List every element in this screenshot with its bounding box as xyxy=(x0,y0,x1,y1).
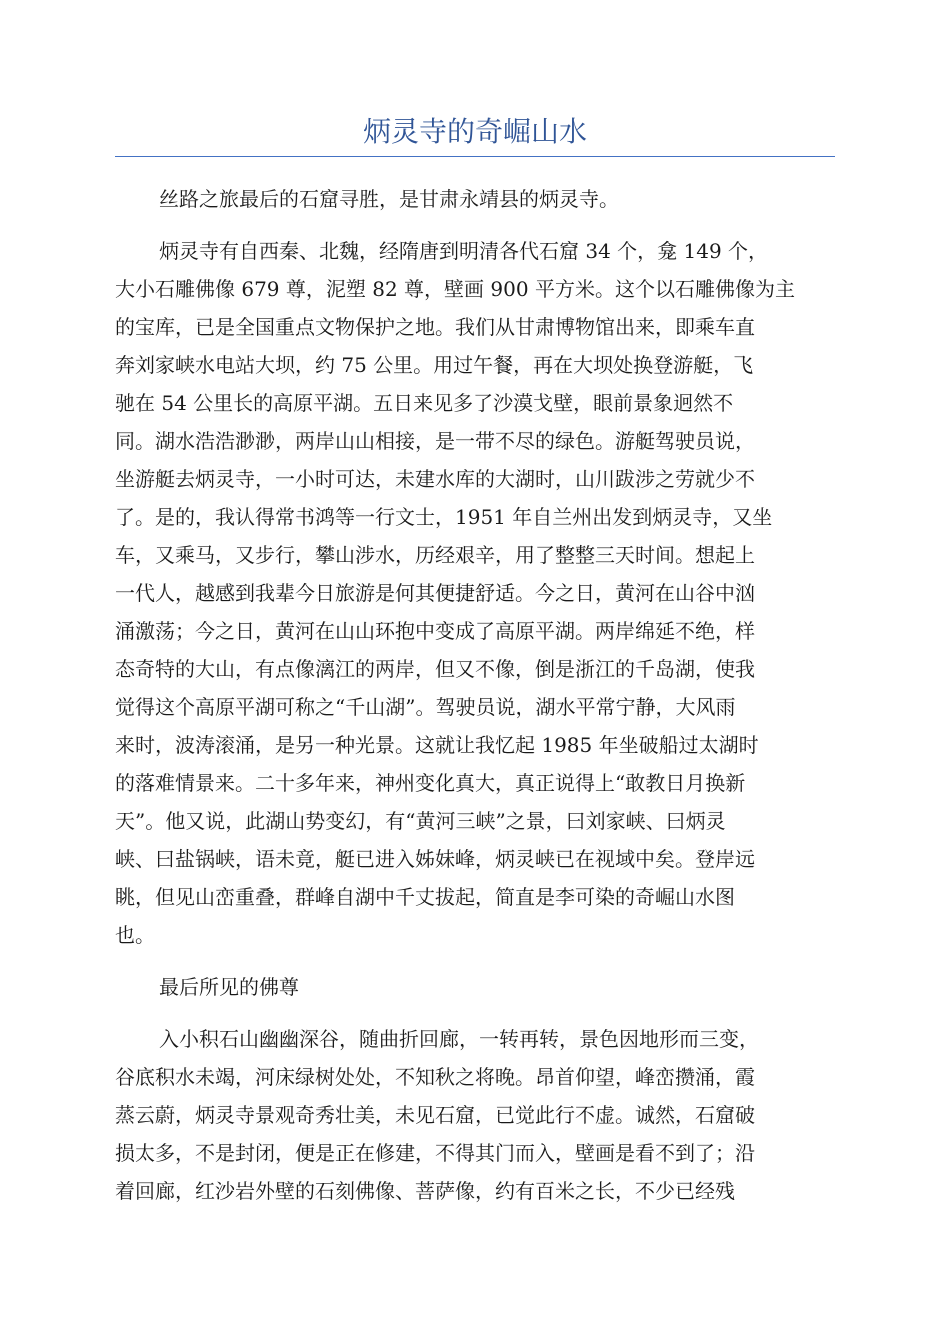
paragraph-spacer xyxy=(115,1006,835,1020)
paragraph-line: 天”。他又说，此湖山势变幻，有“黄河三峡”之景，曰刘家峡、曰炳灵 xyxy=(115,809,726,833)
paragraph xyxy=(115,968,835,1006)
paragraph-line: 着回廊，红沙岩外壁的石刻佛像、菩萨像，约有百米之长，不少已经残 xyxy=(115,1179,735,1203)
paragraph-line: 蒸云蔚，炳灵寺景观奇秀壮美，未见石窟，已觉此行不虚。诚然，石窟破 xyxy=(115,1103,755,1127)
paragraph-line: 入小积石山幽幽深谷，随曲折回廊，一转再转，景色因地形而三变， xyxy=(159,1027,759,1051)
paragraph xyxy=(115,1020,835,1210)
paragraph-line: 车，又乘马，又步行，攀山涉水，历经艰辛，用了整整三天时间。想起上 xyxy=(115,543,755,567)
paragraph-spacer xyxy=(115,954,835,968)
paragraph-line: 同。湖水浩浩渺渺，两岸山山相接，是一带不尽的绿色。游艇驾驶员说， xyxy=(115,429,755,453)
paragraph-line: 驰在 54 公里长的高原平湖。五日来见多了沙漠戈壁，眼前景象迥然不 xyxy=(115,391,734,415)
paragraph-line: 丝路之旅最后的石窟寻胜，是甘肃永靖县的炳灵寺。 xyxy=(159,187,619,211)
paragraph-line: 也。 xyxy=(115,923,155,947)
paragraph-line: 峡、曰盐锅峡，语未竟，艇已进入姊妹峰，炳灵峡已在视域中矣。登岸远 xyxy=(115,847,755,871)
paragraph xyxy=(115,180,835,218)
paragraph xyxy=(115,232,835,954)
title-spacer xyxy=(115,157,835,180)
paragraph-line: 觉得这个高原平湖可称之“千山湖”。驾驶员说，湖水平常宁静，大风雨 xyxy=(115,695,736,719)
paragraph-line: 了。是的，我认得常书鸿等一行文士，1951 年自兰州出发到炳灵寺，又坐 xyxy=(115,505,773,529)
paragraph-line: 态奇特的大山，有点像漓江的两岸，但又不像，倒是浙江的千岛湖，使我 xyxy=(115,657,755,681)
paragraph-line: 眺，但见山峦重叠，群峰自湖中千丈拔起，简直是李可染的奇崛山水图 xyxy=(115,885,735,909)
paragraph-line: 涌激荡；今之日，黄河在山山环抱中变成了高原平湖。两岸绵延不绝，样 xyxy=(115,619,755,643)
document-title: 炳灵寺的奇崛山水 xyxy=(115,112,835,157)
paragraph-line: 损太多，不是封闭，便是正在修建，不得其门而入，壁画是看不到了；沿 xyxy=(115,1141,755,1165)
paragraph-line: 一代人，越感到我辈今日旅游是何其便捷舒适。今之日，黄河在山谷中汹 xyxy=(115,581,755,605)
paragraph-spacer xyxy=(115,218,835,232)
paragraph-line: 大小石雕佛像 679 尊，泥塑 82 尊，壁画 900 平方米。这个以石雕佛像为主 xyxy=(115,277,795,301)
paragraph-line: 来时，波涛滚涌，是另一种光景。这就让我忆起 1985 年坐破船过太湖时 xyxy=(115,733,759,757)
document-page xyxy=(115,112,835,1210)
paragraph-line: 奔刘家峡水电站大坝，约 75 公里。用过午餐，再在大坝处换登游艇，飞 xyxy=(115,353,754,377)
paragraph-line: 炳灵寺有自西秦、北魏，经隋唐到明清各代石窟 34 个，龛 149 个， xyxy=(159,239,769,263)
paragraph-line: 谷底积水未竭，河床绿树处处，不知秋之将晚。昂首仰望，峰峦攒涌，霞 xyxy=(115,1065,755,1089)
paragraph-line: 的宝库，已是全国重点文物保护之地。我们从甘肃博物馆出来，即乘车直 xyxy=(115,315,755,339)
paragraph-line: 的落难情景来。二十多年来，神州变化真大，真正说得上“敢教日月换新 xyxy=(115,771,746,795)
document-body xyxy=(115,180,835,1210)
paragraph-line: 坐游艇去炳灵寺，一小时可达，未建水库的大湖时，山川跋涉之劳就少不 xyxy=(115,467,755,491)
paragraph-line: 最后所见的佛尊 xyxy=(159,975,299,999)
